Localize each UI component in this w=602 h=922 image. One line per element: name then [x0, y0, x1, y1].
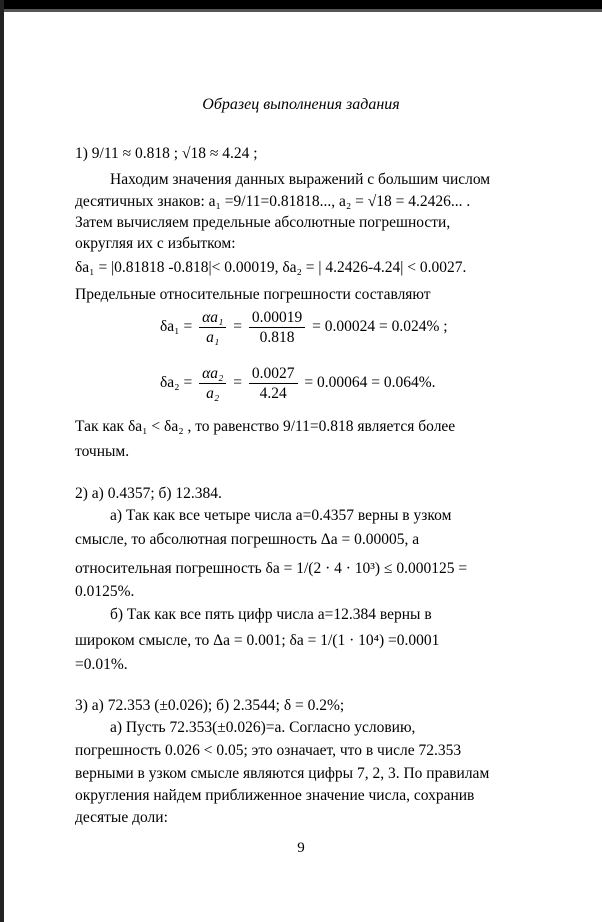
s2-line-3: смысле, то абсолютная погрешность Δa = 0.00005, а [75, 531, 420, 548]
s3-line-6: десятые доли: [75, 809, 168, 826]
s3-line-1: 3) а) 72.353 (±0.026); б) 2.3544; δ = 0.2%; [75, 697, 345, 714]
page-number: 9 [297, 840, 305, 856]
formula-1-rhs: = 0.00024 = 0.024% ; [312, 318, 448, 336]
s2-line-1: 2) а) 0.4357; б) 12.384. [75, 485, 222, 502]
formula-1-lhs: δa₁ = [160, 318, 193, 336]
s1-line-2: Находим значения данных выражений с большим числом [110, 171, 491, 188]
formula-2-num-1: αa₂ [199, 364, 226, 384]
formula-1-num-1: αa₁ [199, 308, 226, 328]
formula-2-num-2: 0.0027 [249, 364, 298, 384]
formula-2-frac-2 [249, 364, 298, 403]
formula-2 [160, 364, 436, 403]
formula-1-num-2: 0.00019 [249, 308, 305, 328]
s3-line-2: а) Пусть 72.353(±0.026)=a. Согласно условию, [110, 719, 416, 736]
page-title: Образец выполнения задания [202, 96, 400, 113]
formula-1 [160, 308, 448, 347]
s2-line-7: широком смысле, то Δa = 0.001; δa = 1/(1 · 10⁴) =0.0001 [75, 632, 440, 649]
s1-line-3: десятичных знаков: a₁ =9/11=0.81818..., a₂ = √18 = 4.2426... . [75, 193, 471, 210]
s1-line-8: Так как δa₁ < δa₂ , то равенство 9/11=0.818 является более [75, 418, 456, 435]
s2-line-8: =0.01%. [75, 656, 128, 673]
formula-1-den-2: 0.818 [259, 329, 295, 346]
s2-line-6: б) Так как все пять цифр числа a=12.384 верны в [110, 606, 432, 623]
formula-1-den-1: a₁ [206, 329, 220, 346]
formula-2-den-2: 4.24 [259, 385, 287, 402]
formula-2-den-1: a₂ [206, 385, 220, 402]
s2-line-4: относительная погрешность δa = 1/(2 · 4 · 10³) ≤ 0.000125 = [75, 560, 468, 577]
formula-2-rhs: = 0.00064 = 0.064%. [304, 374, 436, 392]
left-border [0, 0, 4, 922]
s2-line-5: 0.0125%. [75, 583, 135, 600]
formula-1-frac-2 [249, 308, 305, 347]
s3-line-5: округления найдем приближенное значение числа, сохранив [75, 787, 475, 804]
formula-1-eq: = [233, 318, 242, 336]
s3-line-4: верными в узком смысле являются цифры 7, 2, 3. По правилам [75, 765, 490, 782]
s1-line-1: 1) 9/11 ≈ 0.818 ; √18 ≈ 4.24 ; [75, 145, 258, 162]
top-border [0, 0, 602, 9]
s3-line-3: погрешность 0.026 < 0.05; это означает, что в числе 72.353 [75, 742, 462, 759]
s1-line-6: δa₁ = |0.81818 -0.818|< 0.00019, δa₂ = | 4.2426-4.24| < 0.0027. [75, 259, 467, 276]
formula-1-frac-1 [199, 308, 226, 347]
s1-line-9: точным. [75, 443, 130, 460]
formula-2-eq: = [233, 374, 242, 392]
s1-line-7: Предельные относительные погрешности составляют [75, 286, 431, 303]
s1-line-4: Затем вычисляем предельные абсолютные погрешности, [75, 214, 451, 231]
s1-line-5: округляя их с избытком: [75, 235, 236, 252]
formula-2-lhs: δa₂ = [160, 374, 193, 392]
top-border-shadow [0, 9, 602, 12]
formula-2-frac-1 [199, 364, 226, 403]
s2-line-2: а) Так как все четыре числа a=0.4357 верны в узком [110, 507, 452, 524]
